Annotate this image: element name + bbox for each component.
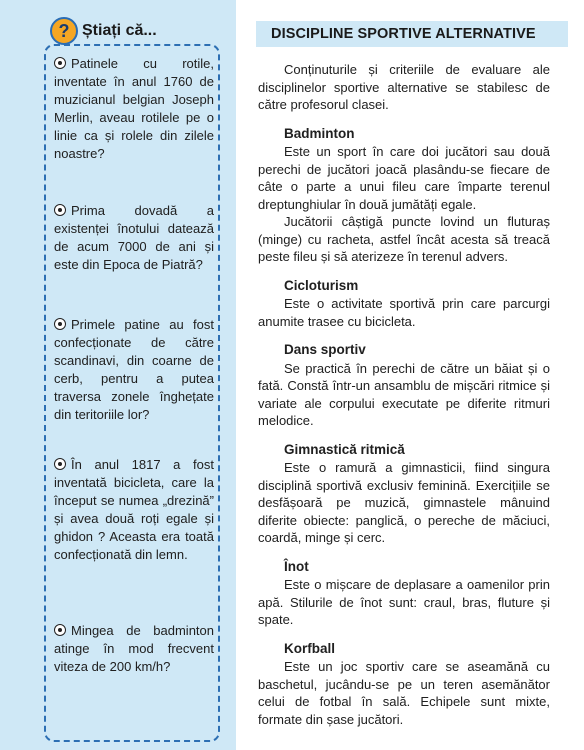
- fact-text: Primele patine au fost confecționate de către scandinavi, din coarne de cerb, pentru a putea traversa zonele înghețate din teritoriile lor?: [54, 317, 214, 422]
- fact-item: [54, 622, 214, 676]
- section-heading: Badminton: [284, 125, 355, 141]
- soccer-ball-icon: [54, 458, 66, 470]
- fact-text: Prima dovadă a existenței înotului datează de acum 7000 de ani și este din Epoca de Piatră?: [54, 203, 214, 272]
- section-paragraph: Jucătorii câștigă puncte lovind un fluturaș (minge) cu racheta, astfel încât acesta să treacă peste fileu și să aterizeze în terenul advers.: [258, 214, 550, 264]
- section-dans-sportiv: [258, 341, 550, 430]
- fact-item: [54, 316, 214, 424]
- page-title: DISCIPLINE SPORTIVE ALTERNATIVE: [271, 26, 536, 42]
- section-heading: Cicloturism: [284, 277, 359, 293]
- section-paragraph: Este un joc sportiv care se aseamănă cu baschetul, jucându-se pe un teren asemănător celui de fotbal în sală. Echipele sunt mixte, formate din șase jucători.: [258, 659, 550, 727]
- soccer-ball-icon: [54, 204, 66, 216]
- section-cicloturism: [258, 277, 550, 331]
- section-heading: Înot: [284, 558, 309, 574]
- fact-text: Mingea de badminton atinge în mod frecvent viteza de 200 km/h?: [54, 623, 214, 674]
- intro-paragraph: Conținuturile și criteriile de evaluare ale disciplinelor sportive alternative se stabilesc de către profesorul clasei.: [258, 62, 550, 112]
- section-paragraph: Este o mișcare de deplasare a oamenilor prin apă. Stilurile de înot sunt: craul, bras, fluture și spate.: [258, 577, 550, 627]
- section-paragraph: Este o ramură a gimnasticii, fiind singura disciplină sportivă exclusiv feminină. Exercițiile se desfășoară pe muzică, gimnastele mânuind diferite obiecte: panglică, o pereche de măciuci, coardă, minge și cerc.: [258, 460, 550, 545]
- section-heading: Korfball: [284, 640, 336, 656]
- fact-item: [54, 55, 214, 163]
- section-paragraph: Este un sport în care doi jucători sau două perechi de jucători joacă plasându-se fiecare de câte o parte a unui fileu care împarte terenul dreptunghiular în două jumătăți egale.: [258, 144, 550, 212]
- sidebar-title: Știați că...: [82, 22, 157, 39]
- article-body: [258, 61, 550, 728]
- soccer-ball-icon: [54, 57, 66, 69]
- section-paragraph: Este o activitate sportivă prin care parcurgi anumite trasee cu bicicleta.: [258, 296, 550, 329]
- fact-item: [54, 456, 214, 564]
- soccer-ball-icon: [54, 318, 66, 330]
- section-inot: [258, 558, 550, 629]
- section-paragraph: Se practică în perechi de către un băiat și o fată. Constă într-un ansamblu de mișcări ritmice și variate ale corpului executate pe diferite ritmuri melodice.: [258, 360, 550, 428]
- question-mark-icon: ?: [50, 17, 78, 45]
- fact-item: [54, 202, 214, 274]
- section-heading: Dans sportiv: [284, 342, 366, 357]
- section-gimnastica-ritmica: [258, 441, 550, 547]
- soccer-ball-icon: [54, 624, 66, 636]
- fact-text: Patinele cu rotile, inventate în anul 1760 de muzicianul belgian Joseph Merlin, aveau rotilele pe o linie ca și rolele din zilele noastre?: [54, 56, 214, 161]
- section-badminton: [258, 125, 550, 266]
- fact-text: În anul 1817 a fost inventată bicicleta, care la început se numea „drezină” și avea două roți egale și ghidon ? Aceasta era toată confecționată din lemn.: [54, 457, 214, 562]
- section-korfball: [258, 640, 550, 729]
- section-heading: Gimnastică ritmică: [284, 441, 405, 457]
